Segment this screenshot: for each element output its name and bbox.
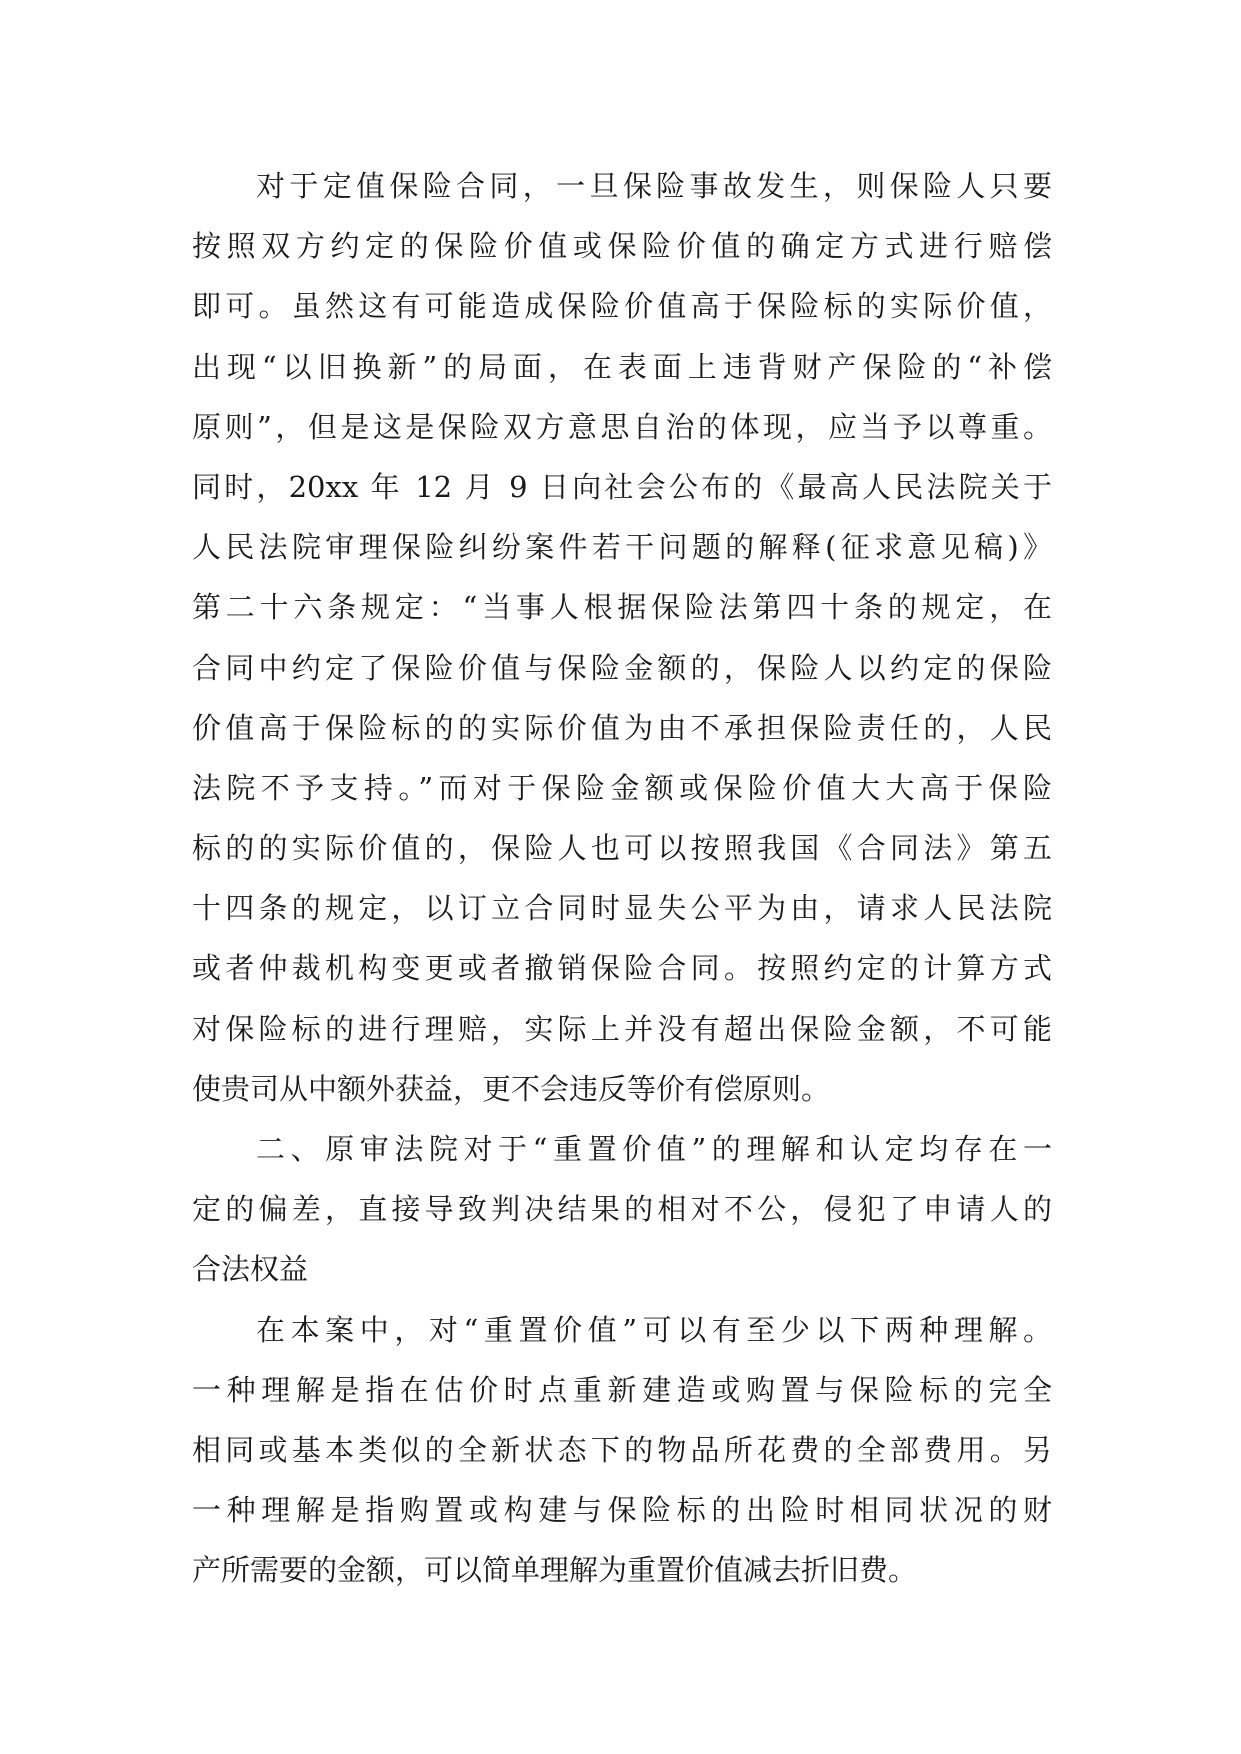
paragraph-1-line-8: 第二十六条规定：“当事人根据保险法第四十条的规定，在 bbox=[192, 590, 1052, 625]
paragraph-2-line-2: 定的偏差，直接导致判决结果的相对不公，侵犯了申请人的 bbox=[192, 1192, 1052, 1227]
paragraph-3-line-2: 一种理解是指在估价时点重新建造或购置与保险标的完全 bbox=[192, 1372, 1052, 1407]
paragraph-3-line-5: 产所需要的金额，可以简单理解为重置价值减去折旧费。 bbox=[192, 1553, 918, 1588]
paragraph-1-line-15: 对保险标的进行理赔，实际上并没有超出保险金额，不可能 bbox=[192, 1011, 1052, 1046]
paragraph-1-line-6: 同时，20xx 年 12 月 9 日向社会公布的《最高人民法院关于 bbox=[192, 469, 1052, 504]
paragraph-1-line-3: 即可。虽然这有可能造成保险价值高于保险标的实际价值， bbox=[192, 289, 1052, 324]
paragraph-1-line-4: 出现“以旧换新”的局面，在表面上违背财产保险的“补偿 bbox=[192, 349, 1052, 384]
paragraph-1-line-10: 价值高于保险标的的实际价值为由不承担保险责任的，人民 bbox=[192, 710, 1052, 745]
paragraph-1-line-7: 人民法院审理保险纠纷案件若干问题的解释(征求意见稿)》 bbox=[192, 530, 1052, 565]
document-body bbox=[192, 156, 1052, 1601]
paragraph-1-line-12: 标的的实际价值的，保险人也可以按照我国《合同法》第五 bbox=[192, 831, 1052, 866]
paragraph-1-line-2: 按照双方约定的保险价值或保险价值的确定方式进行赔偿 bbox=[192, 229, 1052, 264]
paragraph-1-line-16: 使贵司从中额外获益，更不会违反等价有偿原则。 bbox=[192, 1071, 831, 1106]
paragraph-1-line-5: 原则”，但是这是保险双方意思自治的体现，应当予以尊重。 bbox=[192, 409, 1052, 444]
paragraph-1-line-13: 十四条的规定，以订立合同时显失公平为由，请求人民法院 bbox=[192, 891, 1052, 926]
paragraph-3-line-3: 相同或基本类似的全新状态下的物品所花费的全部费用。另 bbox=[192, 1432, 1052, 1467]
paragraph-2-line-1: 二、原审法院对于“重置价值”的理解和认定均存在一 bbox=[256, 1132, 1052, 1166]
paragraph-3-line-4: 一种理解是指购置或构建与保险标的出险时相同状况的财 bbox=[192, 1493, 1052, 1528]
paragraph-1-line-11: 法院不予支持。”而对于保险金额或保险价值大大高于保险 bbox=[192, 770, 1052, 805]
paragraph-1-line-1: 对于定值保险合同，一旦保险事故发生，则保险人只要 bbox=[256, 169, 1052, 203]
paragraph-2-line-3: 合法权益 bbox=[192, 1252, 309, 1287]
paragraph-3-line-1: 在本案中，对“重置价值”可以有至少以下两种理解。 bbox=[256, 1312, 1052, 1347]
paragraph-1-line-14: 或者仲裁机构变更或者撤销保险合同。按照约定的计算方式 bbox=[192, 951, 1052, 986]
paragraph-1-line-9: 合同中约定了保险价值与保险金额的，保险人以约定的保险 bbox=[192, 650, 1052, 685]
